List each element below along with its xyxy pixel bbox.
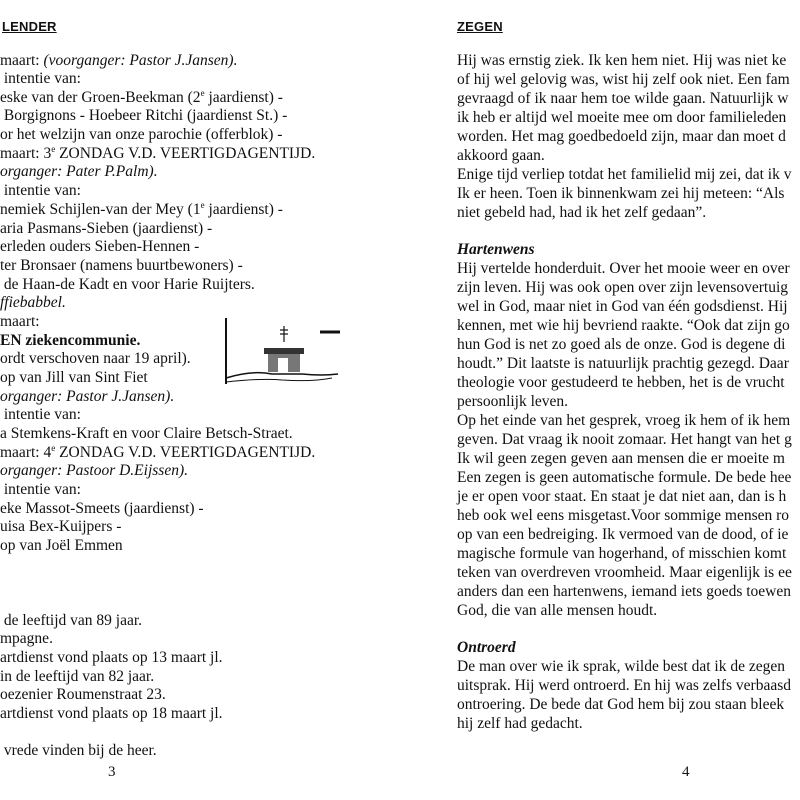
text-line xyxy=(457,658,785,676)
text-line xyxy=(457,298,788,316)
text-segment: eke Massot-Smeets (jaardienst) - xyxy=(0,500,204,517)
text-line xyxy=(0,500,204,518)
text-segment: intentie van: xyxy=(0,481,81,498)
text-segment: houdt.” Dit laatste is natuurlijk prachtig gezegd. Daar xyxy=(457,355,789,372)
text-line xyxy=(0,668,154,686)
text-segment: uisa Bex-Kuijpers - xyxy=(0,518,122,535)
text-segment: maart: xyxy=(0,313,40,330)
text-line xyxy=(457,564,792,582)
text-segment: Enige tijd verliep totdat het familielid mij zei, dat ik v xyxy=(457,166,792,183)
text-segment: ZONDAG V.D. VEERTIGDAGENTIJD. xyxy=(55,444,316,461)
text-segment: maart: xyxy=(0,52,44,69)
left-page-number: 3 xyxy=(108,764,116,780)
text-segment: a Stemkens-Kraft en voor Claire Betsch-Straet. xyxy=(0,425,293,442)
text-segment: intentie van: xyxy=(0,182,81,199)
text-line xyxy=(0,313,40,331)
text-segment: erleden ouders Sieben-Hennen - xyxy=(0,238,200,255)
right-page-header: ZEGEN xyxy=(457,19,503,34)
church-icon xyxy=(222,318,342,386)
left-page-header: LENDER xyxy=(2,19,57,34)
text-segment: theologie voor gestudeerd te hebben, het is de vrucht xyxy=(457,374,785,391)
text-segment: niet gebeld had, had ik het zelf gedaan”. xyxy=(457,204,707,221)
text-line xyxy=(457,241,535,259)
text-line xyxy=(0,630,53,648)
text-segment: magische formule van hogerhand, of misschien komt xyxy=(457,545,787,562)
text-segment: hun God is net zo goed als de onze. God is degene di xyxy=(457,336,786,353)
text-segment: intentie van: xyxy=(0,406,81,423)
text-line xyxy=(457,355,789,373)
text-line xyxy=(457,166,791,184)
text-segment: gevraagd of ik naar hem toe wilde gaan. Natuurlijk w xyxy=(457,90,789,107)
text-line xyxy=(0,369,148,387)
text-segment: je er open voor staat. En staat je dat niet aan, dan is h xyxy=(457,488,787,505)
left-page xyxy=(0,0,380,800)
text-segment: op van Jill van Sint Fiet xyxy=(0,369,148,386)
text-line xyxy=(0,89,283,107)
text-segment: op van een bedreiging. Ik vermoed van de dood, of ie xyxy=(457,526,789,543)
text-segment: de Haan-de Kadt en voor Harie Ruijters. xyxy=(0,276,255,293)
text-line xyxy=(457,431,792,449)
text-line xyxy=(0,52,237,70)
text-segment: artdienst vond plaats op 13 maart jl. xyxy=(0,649,223,666)
right-page-number: 4 xyxy=(682,764,690,780)
text-line xyxy=(457,677,791,695)
text-line xyxy=(457,393,568,411)
text-segment: geven. Dat vraag ik nooit zomaar. Het hangt van het g xyxy=(457,431,792,448)
text-segment: Hartenwens xyxy=(457,241,535,258)
text-segment: Een zegen is geen automatische formule. De bede hee xyxy=(457,469,792,486)
text-line xyxy=(0,238,199,256)
ordinal-suffix: e xyxy=(51,144,56,154)
text-line xyxy=(0,425,293,443)
text-segment: teken van overdreven vroomheid. Maar eigenlijk is ee xyxy=(457,564,792,581)
text-segment: jaardienst) - xyxy=(204,89,283,106)
text-line xyxy=(0,649,223,667)
text-line xyxy=(0,612,142,630)
text-line xyxy=(0,70,81,88)
text-segment: anders dan een hartenwens, iemand iets goeds toewen xyxy=(457,583,791,600)
text-line xyxy=(0,406,81,424)
text-segment: Ik wil geen zegen geven aan mensen die er moeite m xyxy=(457,450,785,467)
text-segment: maart: 3 xyxy=(0,145,52,162)
text-line xyxy=(457,488,786,506)
text-line xyxy=(0,742,157,760)
text-segment: heb ook wel eens misgetast.Voor sommige mensen ro xyxy=(457,507,790,524)
text-line xyxy=(0,220,212,238)
text-line xyxy=(457,71,790,89)
text-line xyxy=(0,537,123,555)
text-segment: akkoord gaan. xyxy=(457,147,545,164)
text-line xyxy=(457,696,784,714)
text-segment: Hij vertelde honderduit. Over het mooie weer en over xyxy=(457,260,790,277)
text-line xyxy=(0,705,223,723)
text-segment: wel in God, maar niet in God van één godsdienst. Hij xyxy=(457,298,788,315)
right-page xyxy=(400,0,800,800)
text-segment: uitsprak. Hij werd ontroerd. En hij was zelfs verbaasd xyxy=(457,677,792,694)
text-line xyxy=(457,583,791,601)
text-line xyxy=(457,109,786,127)
text-segment: ter Bronsaer (namens buurtbewoners) - xyxy=(0,257,243,274)
text-segment: kennen, met wie hij bevriend raakte. “Ook dat zijn go xyxy=(457,317,790,334)
text-line xyxy=(0,350,191,368)
text-segment: Borgignons - Hoebeer Ritchi (jaardienst St.) - xyxy=(0,107,288,124)
ordinal-suffix: e xyxy=(200,88,205,98)
text-line xyxy=(0,518,121,536)
text-line xyxy=(0,276,255,294)
text-line xyxy=(0,145,315,163)
text-segment: Hij was ernstig ziek. Ik ken hem niet. Hij was niet ke xyxy=(457,52,787,69)
text-segment: EN ziekencommunie. xyxy=(0,332,141,349)
text-line xyxy=(0,294,66,312)
text-segment: nemiek Schijlen-van der Mey (1 xyxy=(0,201,201,218)
text-segment: zijn leven. Hij was ook open over zijn levensovertuig xyxy=(457,279,789,296)
text-line xyxy=(0,126,282,144)
text-line xyxy=(457,260,790,278)
text-segment: Ontroerd xyxy=(457,639,516,656)
text-line xyxy=(457,336,785,354)
text-line xyxy=(457,450,785,468)
text-line xyxy=(457,412,790,430)
text-segment: vrede vinden bij de heer. xyxy=(0,742,157,759)
text-line xyxy=(457,204,706,222)
text-segment: De man over wie ik sprak, wilde best dat ik de zegen xyxy=(457,658,785,675)
text-line xyxy=(457,545,786,563)
text-segment: Op het einde van het gesprek, vroeg ik hem of ik hem xyxy=(457,412,791,429)
text-segment: or het welzijn van onze parochie (offerblok) - xyxy=(0,126,283,143)
text-segment: eske van der Groen-Beekman (2 xyxy=(0,89,201,106)
text-segment: ordt verschoven naar 19 april). xyxy=(0,350,191,367)
text-line xyxy=(0,388,174,406)
text-segment: artdienst vond plaats op 18 maart jl. xyxy=(0,705,223,722)
text-line xyxy=(457,90,788,108)
text-segment: ZONDAG V.D. VEERTIGDAGENTIJD. xyxy=(55,145,316,162)
text-line xyxy=(0,182,81,200)
text-segment: Ik er heen. Toen ik binnenkwam zei hij meteen: “Als xyxy=(457,185,785,202)
text-segment: de leeftijd van 89 jaar. xyxy=(0,612,143,629)
text-line xyxy=(0,332,140,350)
text-line xyxy=(457,185,784,203)
text-segment: intentie van: xyxy=(0,70,81,87)
text-line xyxy=(0,481,81,499)
text-line xyxy=(457,602,657,620)
text-line xyxy=(0,201,283,219)
text-segment: hij zelf had gedacht. xyxy=(457,715,583,732)
text-segment: worden. Het mag goedbedoeld zijn, maar dan moet d xyxy=(457,128,786,145)
text-line xyxy=(457,147,545,165)
text-segment: organger: Pastoor D.Eijssen). xyxy=(0,462,188,479)
text-line xyxy=(457,317,790,335)
text-segment: of hij wel gelovig was, wist hij zelf ook niet. Een fam xyxy=(457,71,790,88)
ordinal-suffix: e xyxy=(200,200,205,210)
text-segment: op van Joël Emmen xyxy=(0,537,123,554)
text-segment: oezenier Roumenstraat 23. xyxy=(0,686,166,703)
text-segment: ontroering. De bede dat God hem bij zou staan bleek xyxy=(457,696,785,713)
text-line xyxy=(457,128,786,146)
text-segment: organger: Pater P.Palm). xyxy=(0,163,158,180)
text-line xyxy=(457,639,516,657)
text-segment: ik heb er altijd wel moeite mee om door familieleden xyxy=(457,109,787,126)
text-line xyxy=(0,257,243,275)
text-line xyxy=(457,469,791,487)
text-line xyxy=(0,462,188,480)
text-segment: jaardienst) - xyxy=(204,201,283,218)
text-segment: aria Pasmans-Sieben (jaardienst) - xyxy=(0,220,213,237)
ordinal-suffix: e xyxy=(51,443,56,453)
text-line xyxy=(0,686,166,704)
text-segment: (voorganger: Pastor J.Jansen). xyxy=(43,52,238,69)
text-line xyxy=(457,526,788,544)
text-line xyxy=(457,507,789,525)
text-segment: maart: 4 xyxy=(0,444,52,461)
text-line xyxy=(0,163,158,181)
text-line xyxy=(0,107,287,125)
text-segment: organger: Pastor J.Jansen). xyxy=(0,388,175,405)
text-segment: in de leeftijd van 82 jaar. xyxy=(0,668,155,685)
text-line xyxy=(457,374,785,392)
text-segment: persoonlijk leven. xyxy=(457,393,569,410)
text-line xyxy=(457,279,788,297)
text-line xyxy=(457,715,583,733)
text-line xyxy=(457,52,786,70)
text-line xyxy=(0,444,315,462)
text-segment: God, die van alle mensen houdt. xyxy=(457,602,658,619)
text-segment: mpagne. xyxy=(0,630,53,647)
text-segment: ffiebabbel. xyxy=(0,294,66,311)
